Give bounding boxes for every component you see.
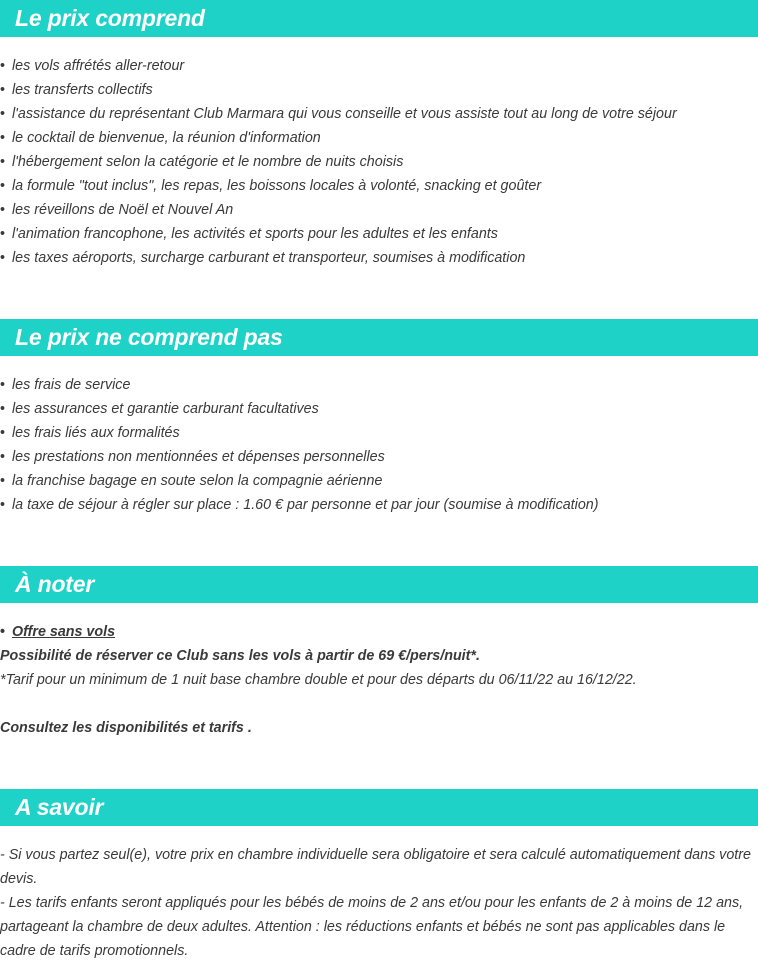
list-item: • l'assistance du représentant Club Marmara qui vous conseille et vous assiste tout au long de votre séjour — [0, 106, 677, 122]
spacer — [0, 692, 752, 716]
know-block — [0, 843, 752, 963]
section-header-not-included: Le prix ne comprend pas — [0, 319, 758, 356]
section-header-know: A savoir — [0, 789, 758, 826]
know-paragraph-2: - Les tarifs enfants seront appliqués pour les bébés de moins de 2 ans et/ou pour les enfants de 2 à moins de 12 ans, partageant la chambre de deux adultes. Attention : les réductions enfants et bébés ne sont pas applicables dans le cadre de tarifs promotionnels. — [0, 895, 744, 959]
note-block — [0, 620, 752, 740]
list-item: • les taxes aéroports, surcharge carburant et transporteur, soumises à modification — [0, 250, 526, 266]
offer-bullet: • — [0, 624, 6, 640]
list-item: • l'hébergement selon la catégorie et le nombre de nuits choisis — [0, 154, 404, 170]
section-header-included: Le prix comprend — [0, 0, 758, 37]
not-included-list — [0, 373, 599, 517]
list-item: • l'animation francophone, les activités et sports pour les adultes et les enfants — [0, 226, 498, 242]
list-item: • les frais liés aux formalités — [0, 425, 180, 441]
list-item: • la franchise bagage en soute selon la compagnie aérienne — [0, 473, 383, 489]
offer-line — [0, 620, 752, 644]
list-item: • le cocktail de bienvenue, la réunion d'information — [0, 130, 321, 146]
section-header-note: À noter — [0, 566, 758, 603]
list-item: • les vols affrétés aller-retour — [0, 58, 185, 74]
offer-link[interactable]: Offre sans vols — [12, 624, 116, 640]
know-paragraph-1: - Si vous partez seul(e), votre prix en chambre individuelle sera obligatoire et sera calculé automatiquement dans votre devis. — [0, 847, 751, 887]
offer-footnote: *Tarif pour un minimum de 1 nuit base chambre double et pour des départs du 06/11/22 au 16/12/22. — [0, 672, 637, 688]
list-item: • les frais de service — [0, 377, 131, 393]
list-item: • les réveillons de Noël et Nouvel An — [0, 202, 234, 218]
offer-text: Possibilité de réserver ce Club sans les vols à partir de 69 €/pers/nuit*. — [0, 648, 480, 664]
list-item: • les prestations non mentionnées et dépenses personnelles — [0, 449, 385, 465]
availability-link[interactable]: Consultez les disponibilités et tarifs . — [0, 720, 252, 736]
list-item: • la taxe de séjour à régler sur place : 1.60 € par personne et par jour (soumise à modification) — [0, 497, 599, 513]
list-item: • la formule "tout inclus", les repas, les boissons locales à volonté, snacking et goûter — [0, 178, 542, 194]
list-item: • les assurances et garantie carburant facultatives — [0, 401, 319, 417]
included-list — [0, 54, 677, 270]
list-item: • les transferts collectifs — [0, 82, 153, 98]
